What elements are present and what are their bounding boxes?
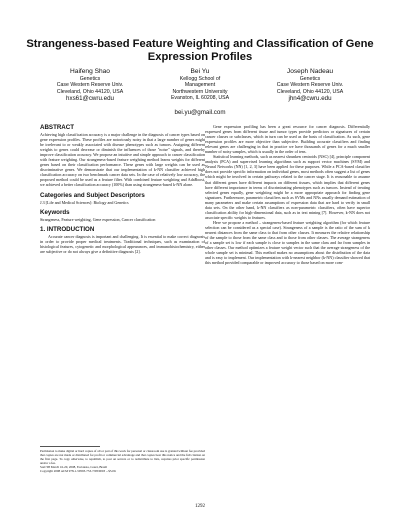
author-org: Case Western Reserve Univ. — [276, 82, 344, 89]
author-2 — [145, 68, 255, 101]
footnote-rule — [40, 446, 100, 447]
right-column — [205, 124, 370, 265]
author-1 — [35, 68, 145, 103]
author-dept: Genetics — [299, 76, 321, 82]
author-city: Cleveland, Ohio 44120, USA — [276, 88, 344, 95]
intro-paragraph: Accurate cancer diagnosis is important and challenging. It is essential to make correct diagnosis in order to provide proper medical treatments. Traditional techniques, such as examination of histological features, cytogenetic and morphological appearances, and immunohistochemistry, either are subjective or do not always give a definitive diagnosis [2]. — [40, 233, 205, 254]
author-city: Evanston, IL 60208, USA — [170, 94, 230, 101]
author-email: jhn4@cwru.edu — [288, 94, 332, 102]
page-number: 1292 — [195, 504, 205, 509]
author-city: Cleveland, Ohio 44120, USA — [56, 88, 124, 95]
author-dept: Genetics — [79, 76, 101, 82]
abstract-text: Achieving high classification accuracy is a major challenge in the diagnosis of cancer types based on gene expression profiles. These profiles are notoriously noisy in that a large number of genes might be irrelevant to or weakly associated with disease phenotypes such as tumors. Assigning different weights to genes could decrease or diminish the influences of those "noise" signals, and thereby improve classification accuracy. We propose an intuitive and simple approach to cancer classification with feature weighting. Our strangeness-based feature weighting method learns weights for different genes based on their classification performance. These genes with large weights can be used as discriminative genes. We demonstrate that our implementation of k-NN classifier achieved high classification accuracy on two benchmark cancer data sets. In the case of relatively low accuracy, the proposed method could be used as a feature filter. With combined feature weighting and AdaBoost, we achieved a better classification accuracy (100%) than using strangeness-based k-NN alone. — [40, 132, 205, 188]
footnote-venue: SAC'08 March 16-20, 2008, Fortaleza, Ceará, Brazil — [40, 465, 108, 469]
author-3 — [255, 68, 365, 103]
keywords-heading: Keywords — [40, 208, 70, 216]
author-org: Case Western Reserve Univ. — [56, 82, 124, 89]
author-org: Management — [184, 82, 216, 89]
author-2-email: bei.yu@gmail.com — [174, 109, 226, 116]
author-name: Joseph Nadeau — [286, 68, 334, 75]
categories-text: J.3 [Life and Medical Sciences]: Biology and Genetics — [40, 199, 129, 205]
footnote-block — [40, 446, 205, 473]
author-email: hxs61@cwru.edu — [66, 94, 114, 102]
footnote-permission: Permission to make digital or hard copies of all or part of this work for personal or classroom use is granted without fee provided that copies are not made or distributed for profit or commercial advantage and that copies bear this notice and the full citation on the first page. To copy otherwise, to republish, to post on servers or to redistribute to lists, requires prior specific permission and/or a fee. — [40, 449, 205, 465]
abstract-heading: ABSTRACT — [40, 124, 75, 131]
footnote-copyright: Copyright 2008 ACM 978-1-59593-753-7/08/0003 ...$5.00. — [40, 469, 117, 473]
author-name: Haifeng Shao — [70, 68, 110, 75]
intro-heading: 1. INTRODUCTION — [40, 225, 95, 233]
right-paragraph-1: Gene expression profiling has been a great resource for cancer diagnosis. Differentially expressed genes from different tissue and tumor types provide predictors or signatures of certain cancer classes or subclasses, which in turn can be used as the basis of classification. As such, gene expression profiles are more objective than subjective. Building accurate classifiers and finding relevant genes are challenging in that in practice we have thousands of genes for a much smaller number of noisy samples, which is usually in the order of tens. — [205, 124, 370, 155]
right-paragraph-2: Statistical learning methods, such as nearest shrunken centroids (NSC) [4], principle component analysis (PCA) and supervised learning algorithms such as support vector machines (SVM) and Neural Networks (NN) [1, 2, 3] have been applied for these purposes. While a PCA-based classifier does not provide specific information on individual genes, most methods often suggest a list of genes which might be involved in certain pathways related to the cancer stage. It is reasonable to assume that different genes have different impacts on different tissues, which implies that different genes have different importance in terms of discriminating phenotypes such as tumors. Instead of treating selected genes equally, gene weighting might be a more appropriate approach for finding gene signatures. Furthermore, parametric classifiers such as SVMs and NNs usually demand estimation of many parameters and make certain assumptions of expression data that are hard to verify in small data sets. On the other hand, k-NN classifiers as non-parametric classifiers, often have superior classification ability for high-dimensional data, such as in text mining [7]. However, k-NN does not associate specific weights to features. — [205, 154, 370, 220]
body-columns — [0, 124, 400, 504]
categories-heading: Categories and Subject Descriptors — [40, 191, 145, 199]
left-column — [40, 124, 205, 473]
paper-title: Strangeness-based Feature Weighting and Classification of Gene Expression Profiles — [26, 38, 374, 63]
author-org2: Northwestern University — [172, 88, 228, 95]
right-paragraph-3: Here we propose a method – strangeness-based feature weighting algorithm (for which feature selection can be considered as a special case). Strangeness of a sample is the ratio of the sum of k nearest distances from the same class to that from other classes. It measures the relative relationship of the sample to those from the same class and to those from other classes. The average strangeness of a sample set is low if each sample is close to samples in the same class and far from samples in other classes. Our method optimizes a feature weight vector such that the average strangeness of the whole sample set is minimal. This method makes no assumptions about the distribution of the data and is easy to implement. Our implementation with k-nearest neighbor (k-NN) classifier showed that this method provided comparable or improved accuracy to those based on more com- — [205, 219, 370, 266]
keywords-text: Strangeness, Feature weighting, Gene expression, Cancer classification — [40, 216, 156, 222]
author-name: Bei Yu — [190, 68, 210, 75]
author-dept: Kellogg School of — [179, 76, 221, 82]
